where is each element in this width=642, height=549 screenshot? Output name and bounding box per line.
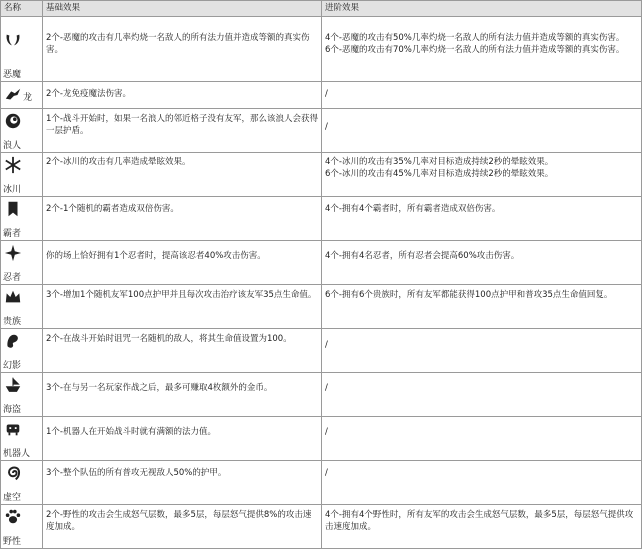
race-cell xyxy=(1,329,43,373)
advanced-effect: / xyxy=(322,82,642,109)
robot-icon xyxy=(4,420,22,438)
table-row xyxy=(1,109,642,153)
advanced-effect-line: 4个-冰川的攻击有35%几率对目标造成持续2秒的晕眩效果。 xyxy=(325,157,554,167)
race-cell xyxy=(1,153,43,197)
race-name: 浪人 xyxy=(3,141,22,151)
race-cell xyxy=(1,109,43,153)
race-name: 野性 xyxy=(3,537,22,547)
basic-effect: 2个-野性的攻击会生成怒气层数，最多5层，每层怒气提供8%的攻击速度加成。 xyxy=(43,505,322,549)
table-row xyxy=(1,241,642,285)
header-name: 名称 xyxy=(1,1,43,17)
advanced-effect: 4个-拥有4个野性时，所有友军的攻击会生成怒气层数，最多5层，每层怒气提供攻击速度加成。 xyxy=(322,505,642,549)
advanced-effect: 4个-拥有4个霸者时，所有霸者造成双倍伤害。 xyxy=(322,197,642,241)
table-row xyxy=(1,373,642,417)
banner-icon xyxy=(4,200,22,218)
header-advanced-effect: 进阶效果 xyxy=(322,1,642,17)
race-cell xyxy=(1,505,43,549)
advanced-effect: / xyxy=(322,373,642,417)
basic-effect: 3个-在与另一名玩家作战之后，最多可赚取4枚额外的金币。 xyxy=(43,373,322,417)
advanced-effect-line: 6个-冰川的攻击有45%几率对目标造成持续2秒的晕眩效果。 xyxy=(325,169,554,179)
basic-effect: 1个-战斗开始时，如果一名浪人的邻近格子没有友军，那么该浪人会获得一层护盾。 xyxy=(43,109,322,153)
race-cell xyxy=(1,241,43,285)
advanced-effect: 6个-拥有6个贵族时，所有友军都能获得100点护甲和普攻35点生命值回复。 xyxy=(322,285,642,329)
race-cell xyxy=(1,17,43,82)
advanced-effect-line: 4个-恶魔的攻击有50%几率灼烧一名敌人的所有法力值并造成等额的真实伤害。 xyxy=(325,33,625,43)
basic-effect: 2个-1个随机的霸者造成双倍伤害。 xyxy=(43,197,322,241)
basic-effect: 2个-恶魔的攻击有几率灼烧一名敌人的所有法力值并造成等额的真实伤害。 xyxy=(43,17,322,82)
advanced-effect: / xyxy=(322,417,642,461)
void-spiral-icon xyxy=(4,464,22,482)
basic-effect: 2个-在战斗开始时诅咒一名随机的敌人，将其生命值设置为100。 xyxy=(43,329,322,373)
basic-effect: 你的场上恰好拥有1个忍者时，提高该忍者40%攻击伤害。 xyxy=(43,241,322,285)
snowflake-icon xyxy=(4,156,22,174)
basic-effect: 3个-整个队伍的所有普攻无视敌人50%的护甲。 xyxy=(43,461,322,505)
race-name: 龙 xyxy=(23,93,33,103)
advanced-effect-line: 6个-恶魔的攻击有70%几率灼烧一名敌人的所有法力值并造成等额的真实伤害。 xyxy=(325,45,625,55)
advanced-effect xyxy=(322,153,642,197)
advanced-effect: / xyxy=(322,109,642,153)
race-name: 机器人 xyxy=(3,449,31,459)
race-name: 冰川 xyxy=(3,185,22,195)
ronin-swirl-icon xyxy=(4,112,22,130)
race-cell xyxy=(1,82,43,109)
table-row xyxy=(1,505,642,549)
table-header-row xyxy=(1,1,642,17)
race-name: 幻影 xyxy=(3,361,22,371)
race-cell xyxy=(1,417,43,461)
race-name: 贵族 xyxy=(3,317,22,327)
table-row xyxy=(1,329,642,373)
table-row xyxy=(1,417,642,461)
race-name: 虚空 xyxy=(3,493,22,503)
table-row xyxy=(1,17,642,82)
pirate-ship-icon xyxy=(4,376,22,394)
table-row xyxy=(1,82,642,109)
crown-icon xyxy=(4,288,22,306)
basic-effect: 1个-机器人在开始战斗时就有满额的法力值。 xyxy=(43,417,322,461)
race-name: 恶魔 xyxy=(3,70,22,80)
race-name: 霸者 xyxy=(3,229,22,239)
demon-horns-icon xyxy=(4,31,22,49)
advanced-effect: / xyxy=(322,461,642,505)
race-cell xyxy=(1,197,43,241)
table-row xyxy=(1,153,642,197)
table-row xyxy=(1,285,642,329)
basic-effect: 3个-增加1个随机友军100点护甲并且每次攻击治疗该友军35点生命值。 xyxy=(43,285,322,329)
advanced-effect xyxy=(322,17,642,82)
dragon-icon xyxy=(4,86,22,104)
race-cell xyxy=(1,461,43,505)
phantom-icon xyxy=(4,332,22,350)
race-cell xyxy=(1,373,43,417)
table-row xyxy=(1,197,642,241)
race-name: 忍者 xyxy=(3,273,22,283)
header-basic-effect: 基础效果 xyxy=(43,1,322,17)
basic-effect: 2个-冰川的攻击有几率造成晕眩效果。 xyxy=(43,153,322,197)
race-name: 海盗 xyxy=(3,405,22,415)
table-row xyxy=(1,461,642,505)
advanced-effect: 4个-拥有4名忍者，所有忍者会提高60%攻击伤害。 xyxy=(322,241,642,285)
basic-effect: 2个-龙免疫魔法伤害。 xyxy=(43,82,322,109)
shuriken-icon xyxy=(4,244,22,262)
advanced-effect: / xyxy=(322,329,642,373)
race-cell xyxy=(1,285,43,329)
paw-icon xyxy=(4,508,22,526)
